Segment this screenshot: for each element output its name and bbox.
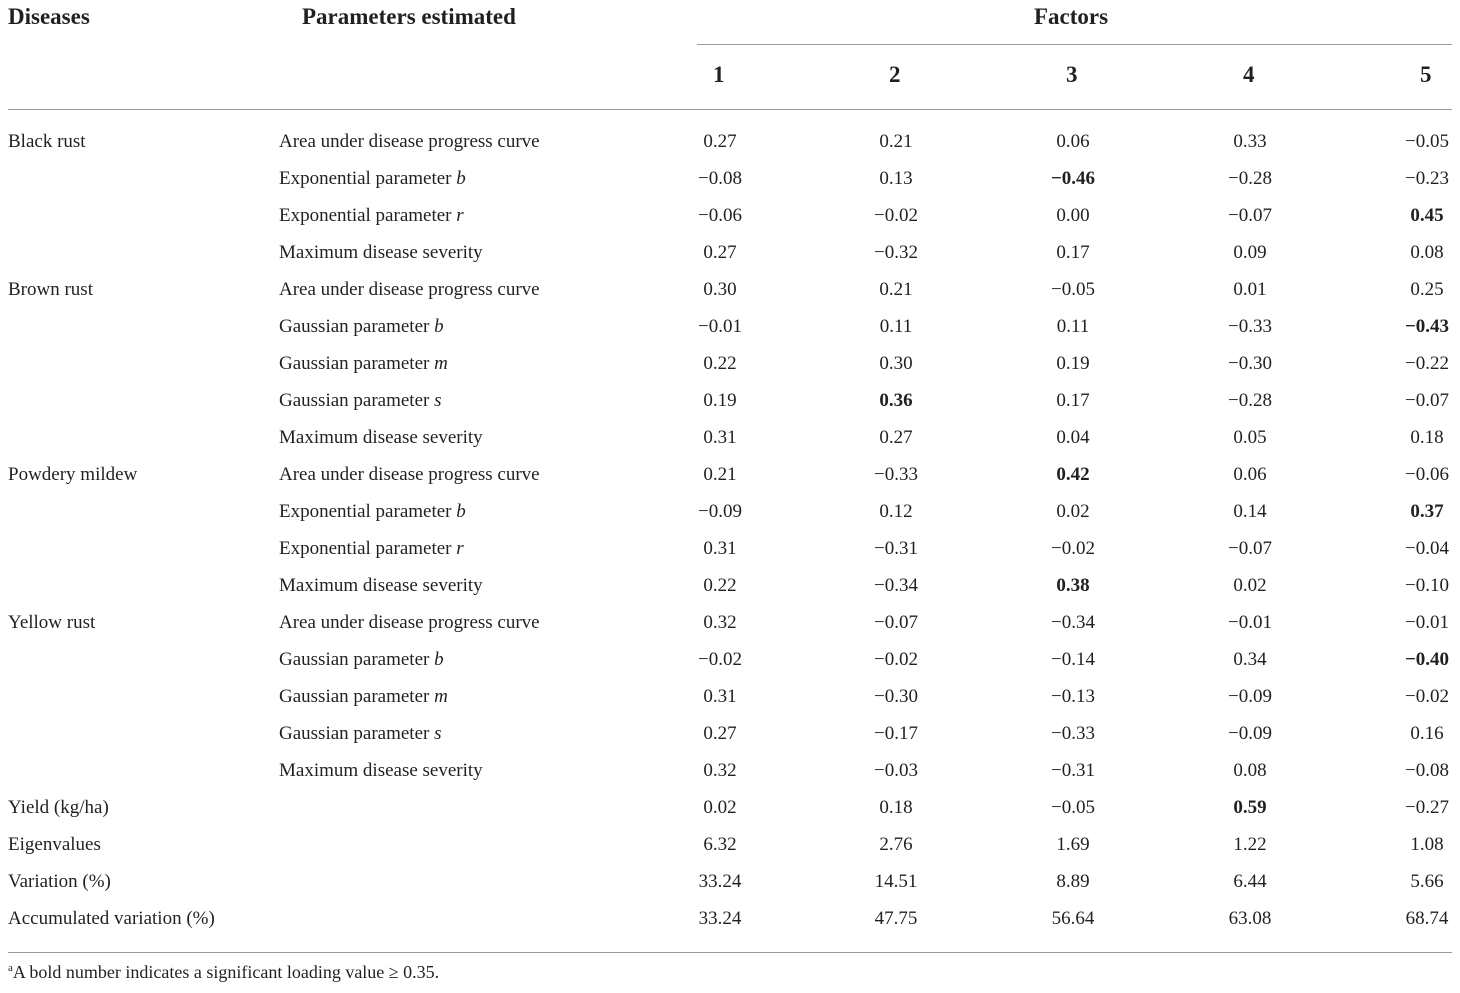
- factor-4-value: 0.09: [1233, 242, 1267, 263]
- parameter-text: Area under disease progress curve: [279, 612, 540, 633]
- parameter-label: [279, 390, 442, 412]
- factor-1-value: 0.31: [703, 686, 737, 707]
- factor-1-value: 6.32: [703, 834, 737, 855]
- factor-4-value: −0.07: [1228, 538, 1272, 559]
- factor-5-value: −0.01: [1405, 612, 1449, 633]
- factor-3-value: −0.33: [1051, 723, 1095, 744]
- factor-4-value: 0.06: [1233, 464, 1267, 485]
- parameter-label: [279, 242, 483, 264]
- parameter-symbol: m: [434, 353, 448, 374]
- factor-4-value: 0.05: [1233, 427, 1267, 448]
- factor-2-value: −0.02: [874, 649, 918, 670]
- factor-5-header: 5: [1420, 62, 1432, 87]
- factor-4-value: −0.07: [1228, 205, 1272, 226]
- disease-label: Black rust: [8, 131, 86, 152]
- factor-5-value: 0.45: [1410, 205, 1444, 226]
- factor-2-value: −0.31: [874, 538, 918, 559]
- parameter-text: Gaussian parameter: [279, 723, 435, 744]
- parameter-symbol: r: [456, 205, 464, 226]
- parameter-label: [279, 427, 483, 449]
- factor-3-value: −0.02: [1051, 538, 1095, 559]
- factor-3-value: 0.02: [1056, 501, 1090, 522]
- header-parameters: Parameters estimated: [302, 4, 516, 29]
- factor-4-value: −0.30: [1228, 353, 1272, 374]
- factor-3-value: −0.46: [1050, 168, 1096, 189]
- factor-3-value: 0.06: [1056, 131, 1090, 152]
- footnote: [8, 962, 439, 983]
- parameter-text: Gaussian parameter: [279, 649, 435, 670]
- factor-2-value: 0.11: [879, 316, 913, 337]
- factor-4-value: −0.09: [1228, 686, 1272, 707]
- factor-1-value: 0.31: [703, 427, 737, 448]
- footnote-marker: a: [8, 962, 13, 974]
- factor-4-value: −0.33: [1228, 316, 1272, 337]
- factor-3-header: 3: [1066, 62, 1078, 87]
- parameter-label: [279, 279, 540, 301]
- factor-4-value: −0.28: [1228, 168, 1272, 189]
- disease-label: Brown rust: [8, 279, 93, 300]
- footnote-text: A bold number indicates a significant loading value ≥ 0.35.: [12, 962, 440, 982]
- factor-5-value: 0.25: [1410, 279, 1444, 300]
- parameter-text: Maximum disease severity: [279, 242, 483, 263]
- factor-5-value: −0.40: [1404, 649, 1450, 670]
- disease-label: Yield (kg/ha): [8, 797, 109, 818]
- parameter-label: [279, 353, 448, 375]
- factor-5-value: −0.27: [1405, 797, 1449, 818]
- parameter-label: [279, 205, 464, 227]
- parameter-label: [279, 316, 444, 338]
- factor-2-value: −0.34: [874, 575, 918, 596]
- parameter-text: Gaussian parameter: [279, 390, 435, 411]
- factor-3-value: −0.34: [1051, 612, 1095, 633]
- factor-5-value: 0.18: [1410, 427, 1444, 448]
- parameter-label: [279, 686, 448, 708]
- factor-1-value: −0.09: [698, 501, 742, 522]
- factor-3-value: 0.04: [1056, 427, 1090, 448]
- parameter-text: Area under disease progress curve: [279, 131, 540, 152]
- factor-5-value: −0.22: [1405, 353, 1449, 374]
- factor-2-value: 0.18: [879, 797, 913, 818]
- parameter-symbol: s: [434, 723, 442, 744]
- factor-1-header: 1: [713, 62, 725, 87]
- factor-2-value: −0.32: [874, 242, 918, 263]
- factor-2-value: 0.36: [879, 390, 913, 411]
- parameter-symbol: b: [456, 168, 466, 189]
- factor-4-value: 6.44: [1233, 871, 1267, 892]
- factor-5-value: −0.04: [1405, 538, 1449, 559]
- parameter-label: [279, 168, 466, 190]
- factor-2-value: −0.30: [874, 686, 918, 707]
- disease-label: Powdery mildew: [8, 464, 138, 485]
- factor-4-value: 0.33: [1233, 131, 1267, 152]
- factor-2-value: 0.21: [879, 131, 913, 152]
- parameter-text: Exponential parameter: [279, 205, 457, 226]
- factor-1-value: 0.22: [703, 575, 737, 596]
- parameter-label: [279, 649, 444, 671]
- factor-3-value: 1.69: [1056, 834, 1090, 855]
- factor-3-value: 0.17: [1056, 242, 1090, 263]
- parameter-text: Gaussian parameter: [279, 686, 435, 707]
- factor-5-value: 5.66: [1410, 871, 1444, 892]
- factor-2-value: 0.27: [879, 427, 913, 448]
- factor-5-value: 0.37: [1410, 501, 1444, 522]
- parameter-symbol: s: [434, 390, 442, 411]
- factor-5-value: −0.06: [1405, 464, 1449, 485]
- factor-4-value: −0.28: [1228, 390, 1272, 411]
- parameter-label: [279, 723, 442, 745]
- factor-1-value: 33.24: [698, 908, 742, 929]
- factor-3-value: 56.64: [1051, 908, 1095, 929]
- factor-1-value: 0.27: [703, 242, 737, 263]
- factor-2-value: −0.02: [874, 205, 918, 226]
- factor-5-value: −0.07: [1405, 390, 1449, 411]
- disease-label: Accumulated variation (%): [8, 908, 215, 929]
- parameter-label: [279, 501, 466, 523]
- factor-4-value: 1.22: [1233, 834, 1267, 855]
- header-factors: Factors: [1034, 4, 1109, 29]
- factor-3-value: 0.17: [1056, 390, 1090, 411]
- factor-5-value: 0.16: [1410, 723, 1444, 744]
- factor-1-value: 0.32: [703, 760, 737, 781]
- disease-label: Eigenvalues: [8, 834, 101, 855]
- parameter-text: Exponential parameter: [279, 168, 457, 189]
- factor-5-value: −0.02: [1405, 686, 1449, 707]
- disease-label: Variation (%): [8, 871, 111, 892]
- factor-3-value: −0.05: [1051, 797, 1095, 818]
- factor-3-value: −0.13: [1051, 686, 1095, 707]
- factor-5-value: −0.43: [1404, 316, 1450, 337]
- table-bottom-rule: [8, 952, 1452, 953]
- factor-1-value: 0.32: [703, 612, 737, 633]
- factor-2-value: 47.75: [874, 908, 918, 929]
- factor-3-value: −0.14: [1051, 649, 1095, 670]
- factors-underline: [697, 44, 1452, 45]
- parameter-symbol: b: [456, 501, 466, 522]
- factor-3-value: 0.00: [1056, 205, 1090, 226]
- factor-1-value: −0.01: [698, 316, 742, 337]
- parameter-label: [279, 464, 540, 486]
- factor-4-value: 0.34: [1233, 649, 1267, 670]
- factor-1-value: 0.22: [703, 353, 737, 374]
- factor-5-value: −0.08: [1405, 760, 1449, 781]
- factor-3-value: 0.38: [1056, 575, 1090, 596]
- parameter-text: Exponential parameter: [279, 501, 457, 522]
- parameter-symbol: m: [434, 686, 448, 707]
- factor-4-value: −0.01: [1228, 612, 1272, 633]
- factor-1-value: 0.31: [703, 538, 737, 559]
- factor-2-value: −0.33: [874, 464, 918, 485]
- factor-4-value: −0.09: [1228, 723, 1272, 744]
- factor-3-value: 0.11: [1056, 316, 1090, 337]
- header-bottom-rule: [8, 109, 1452, 110]
- factor-4-value: 0.02: [1233, 575, 1267, 596]
- parameter-text: Gaussian parameter: [279, 353, 435, 374]
- factor-2-header: 2: [889, 62, 901, 87]
- factor-5-value: 1.08: [1410, 834, 1444, 855]
- factor-4-value: 0.14: [1233, 501, 1267, 522]
- factor-1-value: −0.02: [698, 649, 742, 670]
- parameter-text: Maximum disease severity: [279, 760, 483, 781]
- factor-2-value: −0.03: [874, 760, 918, 781]
- factor-5-value: 68.74: [1405, 908, 1449, 929]
- factor-3-value: 0.42: [1056, 464, 1090, 485]
- header-diseases: Diseases: [8, 4, 90, 29]
- factor-2-value: 0.12: [879, 501, 913, 522]
- disease-label: Yellow rust: [8, 612, 96, 633]
- factor-2-value: −0.07: [874, 612, 918, 633]
- factor-1-value: 0.02: [703, 797, 737, 818]
- factor-4-value: 0.59: [1233, 797, 1267, 818]
- parameter-text: Area under disease progress curve: [279, 464, 540, 485]
- parameter-text: Maximum disease severity: [279, 575, 483, 596]
- factor-3-value: 0.19: [1056, 353, 1090, 374]
- factor-1-value: −0.08: [698, 168, 742, 189]
- parameter-label: [279, 760, 483, 782]
- factor-1-value: 0.27: [703, 131, 737, 152]
- factor-2-value: 0.21: [879, 279, 913, 300]
- parameter-text: Maximum disease severity: [279, 427, 483, 448]
- factor-1-value: −0.06: [698, 205, 742, 226]
- factor-5-value: 0.08: [1410, 242, 1444, 263]
- factor-1-value: 0.19: [703, 390, 737, 411]
- factor-3-value: −0.31: [1051, 760, 1095, 781]
- factor-5-value: −0.23: [1405, 168, 1449, 189]
- factor-2-value: −0.17: [874, 723, 918, 744]
- parameter-text: Area under disease progress curve: [279, 279, 540, 300]
- factor-3-value: 8.89: [1056, 871, 1090, 892]
- factor-4-value: 0.01: [1233, 279, 1267, 300]
- factor-4-header: 4: [1243, 62, 1255, 87]
- factor-4-value: 63.08: [1228, 908, 1272, 929]
- parameter-label: [279, 575, 483, 597]
- factor-1-value: 33.24: [698, 871, 742, 892]
- factor-2-value: 14.51: [874, 871, 918, 892]
- factor-5-value: −0.10: [1405, 575, 1449, 596]
- factor-1-value: 0.30: [703, 279, 737, 300]
- factor-4-value: 0.08: [1233, 760, 1267, 781]
- parameter-text: Exponential parameter: [279, 538, 457, 559]
- factor-2-value: 0.13: [879, 168, 913, 189]
- parameter-label: [279, 612, 540, 634]
- factor-1-value: 0.21: [703, 464, 737, 485]
- factor-2-value: 0.30: [879, 353, 913, 374]
- parameter-symbol: b: [434, 649, 444, 670]
- factor-1-value: 0.27: [703, 723, 737, 744]
- factor-3-value: −0.05: [1051, 279, 1095, 300]
- parameter-label: [279, 131, 540, 153]
- parameter-symbol: b: [434, 316, 444, 337]
- factor-5-value: −0.05: [1405, 131, 1449, 152]
- parameter-symbol: r: [456, 538, 464, 559]
- factor-2-value: 2.76: [879, 834, 913, 855]
- parameter-text: Gaussian parameter: [279, 316, 435, 337]
- parameter-label: [279, 538, 464, 560]
